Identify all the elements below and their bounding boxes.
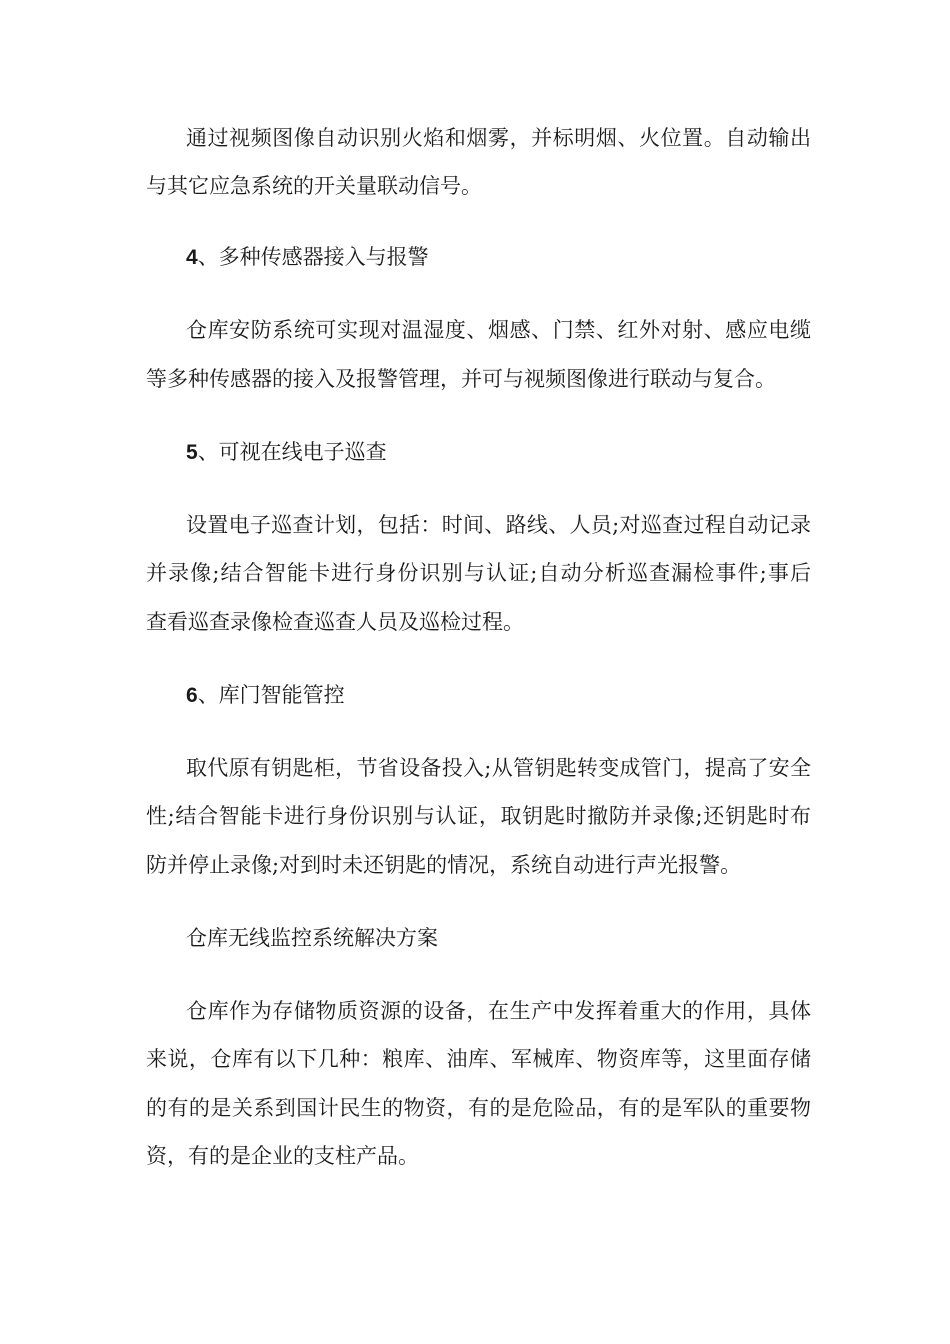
paragraph-5-line-4: 资，有的是企业的支柱产品。 — [146, 1144, 419, 1168]
paragraph-4-line-3: 防并停止录像;对到时未还钥匙的情况，系统自动进行声光报警。 — [146, 853, 742, 877]
paragraph-2-line-1: 仓库安防系统可实现对温湿度、烟感、门禁、红外对射、感应电缆 — [186, 318, 811, 342]
heading-5-text: 、可视在线电子巡查 — [197, 440, 387, 464]
paragraph-5-line-1: 仓库作为存储物质资源的设备，在生产中发挥着重大的作用，具体 — [186, 999, 811, 1023]
heading-4-number: 4 — [186, 246, 198, 269]
section-title: 仓库无线监控系统解决方案 — [186, 926, 438, 950]
paragraph-1-line-1: 通过视频图像自动识别火焰和烟雾，并标明烟、火位置。自动输出 — [186, 126, 811, 150]
heading-4 — [186, 243, 429, 271]
heading-6-number: 6 — [186, 684, 198, 707]
paragraph-4-line-1: 取代原有钥匙柜，节省设备投入;从管钥匙转变成管门，提高了安全 — [186, 756, 811, 780]
paragraph-3-line-3: 查看巡查录像检查巡查人员及巡检过程。 — [146, 610, 524, 634]
paragraph-3-line-1: 设置电子巡查计划，包括：时间、路线、人员;对巡查过程自动记录 — [186, 513, 811, 537]
paragraph-3-line-2: 并录像;结合智能卡进行身份识别与认证;自动分析巡查漏检事件;事后 — [146, 561, 811, 585]
heading-6-text: 、库门智能管控 — [197, 683, 345, 707]
paragraph-4-line-2: 性;结合智能卡进行身份识别与认证，取钥匙时撤防并录像;还钥匙时布 — [146, 804, 811, 828]
paragraph-1-line-2: 与其它应急系统的开关量联动信号。 — [146, 174, 482, 198]
paragraph-2-line-2: 等多种传感器的接入及报警管理，并可与视频图像进行联动与复合。 — [146, 367, 776, 391]
paragraph-5-line-2: 来说，仓库有以下几种：粮库、油库、军械库、物资库等，这里面存储 — [146, 1047, 811, 1071]
paragraph-5-line-3: 的有的是关系到国计民生的物资，有的是危险品，有的是军队的重要物 — [146, 1096, 811, 1120]
heading-4-text: 、多种传感器接入与报警 — [197, 245, 429, 269]
heading-6 — [186, 681, 345, 709]
heading-5 — [186, 438, 387, 466]
heading-5-number: 5 — [186, 441, 198, 464]
